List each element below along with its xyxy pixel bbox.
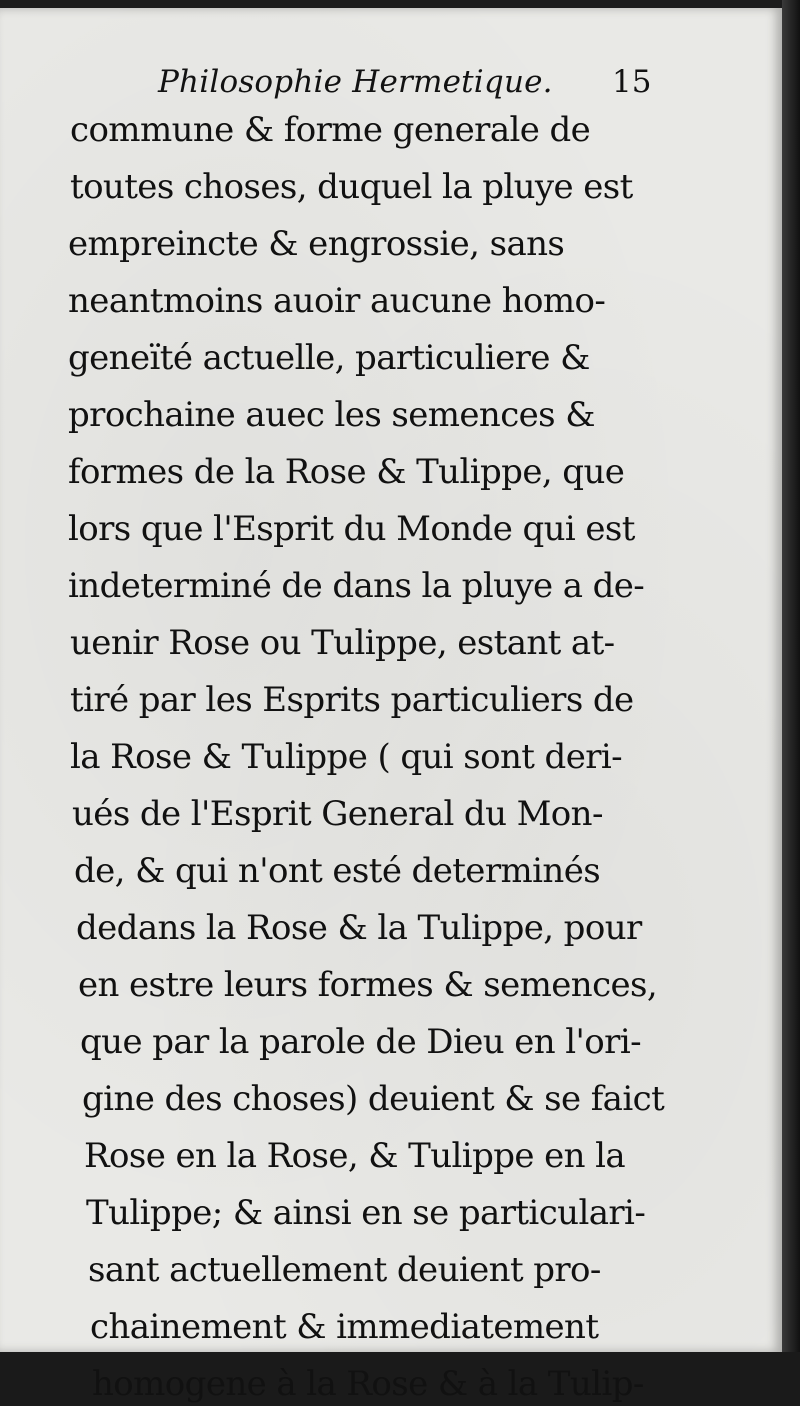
text-line: dedans la Rose & la Tulippe, pour bbox=[76, 908, 642, 948]
text-line: Rose en la Rose, & Tulippe en la bbox=[84, 1136, 626, 1176]
text-line: empreincte & engrossie, sans bbox=[68, 224, 565, 264]
running-title: Philosophie Hermetique. bbox=[158, 64, 553, 100]
text-line: ués de l'Esprit General du Mon- bbox=[72, 794, 603, 834]
text-line: homogene à la Rose & à la Tulip- bbox=[92, 1364, 644, 1404]
text-line: gine des choses) deuient & se faict bbox=[82, 1079, 665, 1119]
text-line: Tulippe; & ainsi en se particulari- bbox=[86, 1193, 646, 1233]
text-line: sant actuellement deuient pro- bbox=[88, 1250, 601, 1290]
text-line: toutes choses, duquel la pluye est bbox=[70, 167, 633, 207]
text-line: indeterminé de dans la pluye a de- bbox=[68, 566, 645, 606]
text-line: prochaine auec les semences & bbox=[68, 395, 595, 435]
text-line: en estre leurs formes & semences, bbox=[78, 965, 658, 1005]
book-page bbox=[0, 8, 782, 1404]
text-line: de, & qui n'ont esté determinés bbox=[74, 851, 601, 891]
text-line: la Rose & Tulippe ( qui sont deri- bbox=[70, 737, 623, 777]
text-line: formes de la Rose & Tulippe, que bbox=[68, 452, 625, 492]
text-line: tiré par les Esprits particuliers de bbox=[70, 680, 634, 720]
text-line: commune & forme generale de bbox=[70, 110, 591, 150]
text-line: geneïté actuelle, particuliere & bbox=[68, 338, 590, 378]
text-line: chainement & immediatement bbox=[90, 1307, 599, 1347]
page-edge-shadow bbox=[782, 0, 800, 1352]
page-number: 15 bbox=[612, 64, 652, 100]
text-line: neantmoins auoir aucune homo- bbox=[68, 281, 606, 321]
text-line: uenir Rose ou Tulippe, estant at- bbox=[70, 623, 615, 663]
text-line: que par la parole de Dieu en l'ori- bbox=[80, 1022, 641, 1062]
page-header bbox=[0, 60, 782, 110]
text-line: lors que l'Esprit du Monde qui est bbox=[68, 509, 635, 549]
